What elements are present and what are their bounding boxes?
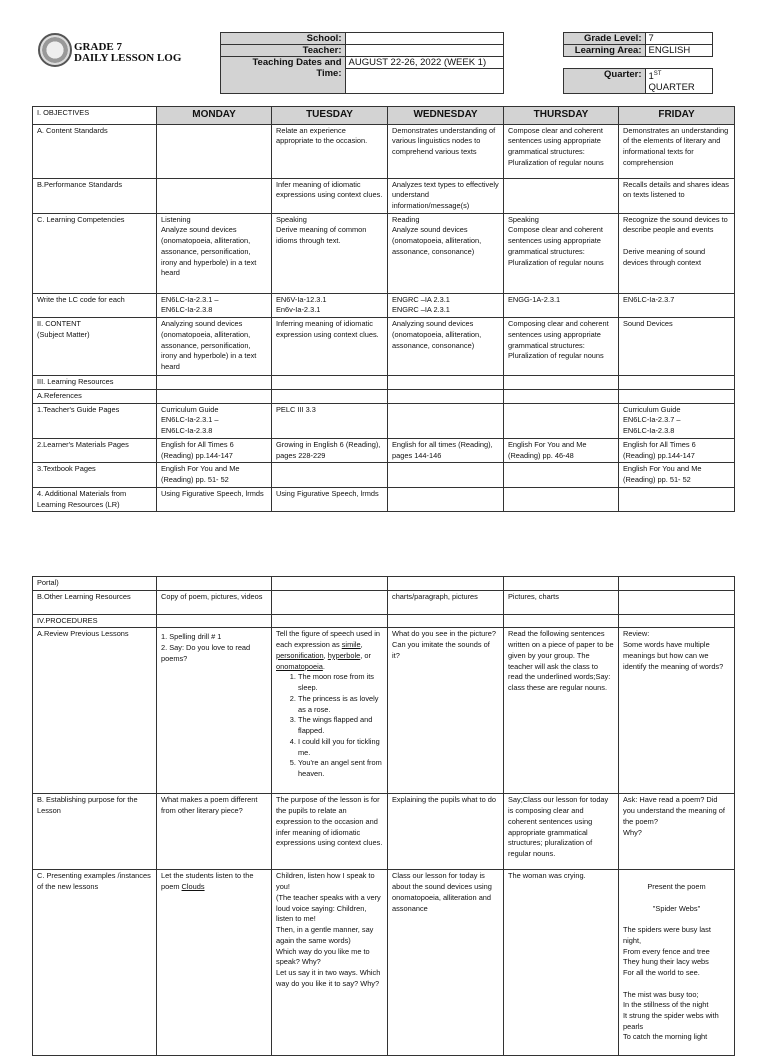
cell: Read the following sentences written on a piece of paper to be given by your group. The teacher will ask the class to read the underlined words;Say: class these are regular nouns. xyxy=(504,628,619,794)
row-label: A. Content Standards xyxy=(33,124,157,178)
cell: English For You and Me (Reading) pp. 51- 52 xyxy=(619,463,735,487)
cell xyxy=(619,870,735,1055)
cell: What do you see in the picture? Can you imitate the sounds of it? xyxy=(388,628,504,794)
table-row xyxy=(33,794,735,870)
row-label: C. Presenting examples /instances of the new lessons xyxy=(33,870,157,1055)
table-row xyxy=(33,614,735,628)
poem-title: Clouds xyxy=(181,882,205,892)
cell xyxy=(157,614,272,628)
day-monday: MONDAY xyxy=(157,107,272,125)
row-label: 1.Teacher's Guide Pages xyxy=(33,403,157,438)
cell xyxy=(619,590,735,614)
cell xyxy=(504,487,619,511)
list-item: 3. The wings flapped and flapped. xyxy=(298,715,383,736)
row-label: Portal) xyxy=(33,577,157,591)
cell: Review: Some words have multiple meanings but how can we identify the meaning of words? xyxy=(619,628,735,794)
cell xyxy=(504,178,619,213)
cell: EN6LC-Ia-2.3.7 xyxy=(619,293,735,317)
cell xyxy=(272,614,388,628)
cell: Ask: Have read a poem? Did you understand the meaning of the poem? Why? xyxy=(619,794,735,870)
cell: Speaking Derive meaning of common idioms through text. xyxy=(272,213,388,293)
table-row xyxy=(33,487,735,511)
cell: PELC III 3.3 xyxy=(272,403,388,438)
page-title: GRADE 7 DAILY LESSON LOG xyxy=(74,40,182,64)
row-label: B.Performance Standards xyxy=(33,178,157,213)
cell xyxy=(157,577,272,591)
cell: Demonstrates an understanding of the elements of literary and informational texts for comprehension xyxy=(619,124,735,178)
cell xyxy=(272,577,388,591)
objectives-table xyxy=(32,106,735,512)
list-item: 1. The moon rose from its sleep. xyxy=(298,672,383,693)
deped-seal-icon xyxy=(38,33,72,67)
cell: ENGRC –IA 2.3.1 ENGRC –IA 2.3.1 xyxy=(388,293,504,317)
table-row xyxy=(33,389,735,403)
teacher-value xyxy=(345,45,503,57)
cell xyxy=(619,376,735,390)
table-row xyxy=(33,318,735,376)
cell: English for All Times 6 (Reading) pp.144-147 xyxy=(157,438,272,462)
table-row xyxy=(33,628,735,794)
cell: English For You and Me (Reading) pp. 46-48 xyxy=(504,438,619,462)
quarter-value: 1ST QUARTER xyxy=(645,69,712,94)
cell: Curriculum Guide EN6LC-Ia-2.3.7 – EN6LC-Ia-2.3.8 xyxy=(619,403,735,438)
cell: Speaking Compose clear and coherent sentences using appropriate grammatical structures: Pluralization of regular nouns xyxy=(504,213,619,293)
row-label: C. Learning Competencies xyxy=(33,213,157,293)
objectives-heading: I. OBJECTIVES xyxy=(33,107,157,125)
table-row xyxy=(33,293,735,317)
day-thursday: THURSDAY xyxy=(504,107,619,125)
cell: The woman was crying. xyxy=(504,870,619,1055)
cell xyxy=(388,614,504,628)
cell: Infer meaning of idiomatic expressions using context clues. xyxy=(272,178,388,213)
cell xyxy=(504,389,619,403)
row-label: Write the LC code for each xyxy=(33,293,157,317)
cell xyxy=(504,577,619,591)
cell: Say;Class our lesson for today is composing clear and coherent sentences using appropriate grammatical structures; pluralization of regular nouns. xyxy=(504,794,619,870)
cell: Compose clear and coherent sentences using appropriate grammatical structures: Pluralization of regular nouns xyxy=(504,124,619,178)
cell xyxy=(619,614,735,628)
cell: EN6V-Ia-12.3.1 En6v-Ia-2.3.1 xyxy=(272,293,388,317)
table-row xyxy=(33,213,735,293)
cell: Analyzing sound devices (onomatopoeia, alliteration, assonance, personification, irony and hyperbole) in a text heard xyxy=(157,318,272,376)
cell: The purpose of the lesson is for the pupils to relate an expression to the occasion and infer meaning of idiomatic expressions using context clues. xyxy=(272,794,388,870)
cell: Copy of poem, pictures, videos xyxy=(157,590,272,614)
row-label: II. CONTENT (Subject Matter) xyxy=(33,318,157,376)
cell: Recalls details and shares ideas on texts listened to xyxy=(619,178,735,213)
cell xyxy=(619,487,735,511)
cell: Inferring meaning of idiomatic expression using context clues. xyxy=(272,318,388,376)
poem-intro: Present the poem xyxy=(647,882,706,892)
figure-of-speech-list xyxy=(276,672,383,779)
day-tuesday: TUESDAY xyxy=(272,107,388,125)
cell: Using Figurative Speech, lrmds xyxy=(272,487,388,511)
row-label: B. Establishing purpose for the Lesson xyxy=(33,794,157,870)
row-label: III. Learning Resources xyxy=(33,376,157,390)
cell xyxy=(388,577,504,591)
grade-level-label: Grade Level: xyxy=(563,33,645,45)
cell: Recognize the sound devices to describe people and events Derive meaning of sound devices through context xyxy=(619,213,735,293)
cell xyxy=(504,403,619,438)
cell: Using Figurative Speech, lrmds xyxy=(157,487,272,511)
cell: Listening Analyze sound devices (onomatopoeia, alliteration, assonance, personification, irony and hyperbole) in a text heard xyxy=(157,213,272,293)
cell: Analyzes text types to effectively understand information/message(s) xyxy=(388,178,504,213)
cell: 1. Spelling drill # 1 2. Say: Do you love to read poems? xyxy=(157,628,272,794)
cell xyxy=(388,389,504,403)
cell: ENGG-1A-2.3.1 xyxy=(504,293,619,317)
table-row xyxy=(33,124,735,178)
cell: English for All Times 6 (Reading) pp.144-147 xyxy=(619,438,735,462)
cell: Analyzing sound devices (onomatopoeia, alliteration, assonance, consonance) xyxy=(388,318,504,376)
row-label: 4. Additional Materials from Learning Resources (LR) xyxy=(33,487,157,511)
header-table xyxy=(32,32,713,94)
teacher-label: Teacher: xyxy=(220,45,345,57)
poem-text: The spiders were busy last night, From every fence and tree They hung their lacy webs For all the world to see. The mist was busy too; In the stillness of the night It strung the spider webs with pearls To catch the morning light xyxy=(623,925,719,1042)
cell xyxy=(504,376,619,390)
table-row xyxy=(33,403,735,438)
cell: Children, listen how I speak to you! (The teacher speaks with a very loud voice saying: Children, listen to me! Then, in a gentle manner, say again the same words) Which way do you like me to speak? Why? Let us say it in two ways. Which way do you like it to say? Why? xyxy=(272,870,388,1055)
header-logo-cell xyxy=(32,33,220,94)
cell xyxy=(388,463,504,487)
cell: Tell the figure of speech used in each expression as simile, personification, hyperbole, or onomatopoeia. 1. The moon rose from its sleep. 2. The princess is as lovely as a rose. 3. The wings flapped and flapped. 4. I could kill you for tickling me. 5. You're an angel sent from heaven. xyxy=(272,628,388,794)
learning-area-value: ENGLISH xyxy=(645,45,712,57)
table-row xyxy=(33,590,735,614)
cell: Reading Analyze sound devices (onomatopoeia, alliteration, assonance, consonance) xyxy=(388,213,504,293)
cell xyxy=(272,376,388,390)
day-wednesday: WEDNESDAY xyxy=(388,107,504,125)
cell: Class our lesson for today is about the sound devices using onomatopoeia, alliteration and assonance xyxy=(388,870,504,1055)
cell xyxy=(272,590,388,614)
cell: Growing in English 6 (Reading), pages 228-229 xyxy=(272,438,388,462)
quarter-label: Quarter: xyxy=(563,69,645,94)
row-label: IV.PROCEDURES xyxy=(33,614,157,628)
cell xyxy=(157,124,272,178)
cell: Sound Devices xyxy=(619,318,735,376)
teaching-dates-label: Teaching Dates and Time: xyxy=(220,57,345,94)
procedures-table xyxy=(32,576,735,1056)
cell xyxy=(619,577,735,591)
table-row xyxy=(33,438,735,462)
list-item: 2. The princess is as lovely as a rose. xyxy=(298,694,383,715)
learning-area-label: Learning Area: xyxy=(563,45,645,57)
cell: Let the students listen to the poem Clouds xyxy=(157,870,272,1055)
row-label: A.Review Previous Lessons xyxy=(33,628,157,794)
list-item: 5. You're an angel sent from heaven. xyxy=(298,758,383,779)
table-row xyxy=(33,178,735,213)
time-value xyxy=(345,69,503,94)
list-item: 4. I could kill you for tickling me. xyxy=(298,737,383,758)
cell xyxy=(157,376,272,390)
cell xyxy=(504,463,619,487)
cell: Demonstrates understanding of various linguistics nodes to comprehend various texts xyxy=(388,124,504,178)
row-label: 3.Textbook Pages xyxy=(33,463,157,487)
cell xyxy=(388,376,504,390)
table-row xyxy=(33,870,735,1055)
row-label: 2.Learner's Materials Pages xyxy=(33,438,157,462)
cell: Curriculum Guide EN6LC-Ia-2.3.1 – EN6LC-Ia-2.3.8 xyxy=(157,403,272,438)
cell xyxy=(388,403,504,438)
cell: English for all times (Reading), pages 144-146 xyxy=(388,438,504,462)
cell: English For You and Me (Reading) pp. 51- 52 xyxy=(157,463,272,487)
cell: Composing clear and coherent sentences using appropriate grammatical structures: Pluralization of regular nouns xyxy=(504,318,619,376)
cell xyxy=(504,614,619,628)
row-label: A.References xyxy=(33,389,157,403)
cell: EN6LC-Ia-2.3.1 – EN6LC-Ia-2.3.8 xyxy=(157,293,272,317)
cell: charts/paragraph, pictures xyxy=(388,590,504,614)
cell: Relate an experience appropriate to the occasion. xyxy=(272,124,388,178)
school-value xyxy=(345,33,503,45)
table-row xyxy=(33,463,735,487)
cell xyxy=(272,389,388,403)
cell: What makes a poem different from other literary piece? xyxy=(157,794,272,870)
teaching-dates-value: AUGUST 22-26, 2022 (WEEK 1) xyxy=(345,57,503,69)
cell xyxy=(157,178,272,213)
grade-level-value: 7 xyxy=(645,33,712,45)
cell xyxy=(619,389,735,403)
school-label: School: xyxy=(220,33,345,45)
table-row xyxy=(33,376,735,390)
cell xyxy=(388,487,504,511)
day-friday: FRIDAY xyxy=(619,107,735,125)
cell xyxy=(272,463,388,487)
poem-title: "Spider Webs" xyxy=(652,903,701,913)
cell xyxy=(157,389,272,403)
cell: Pictures, charts xyxy=(504,590,619,614)
cell: Explaining the pupils what to do xyxy=(388,794,504,870)
table-row xyxy=(33,577,735,591)
row-label: B.Other Learning Resources xyxy=(33,590,157,614)
